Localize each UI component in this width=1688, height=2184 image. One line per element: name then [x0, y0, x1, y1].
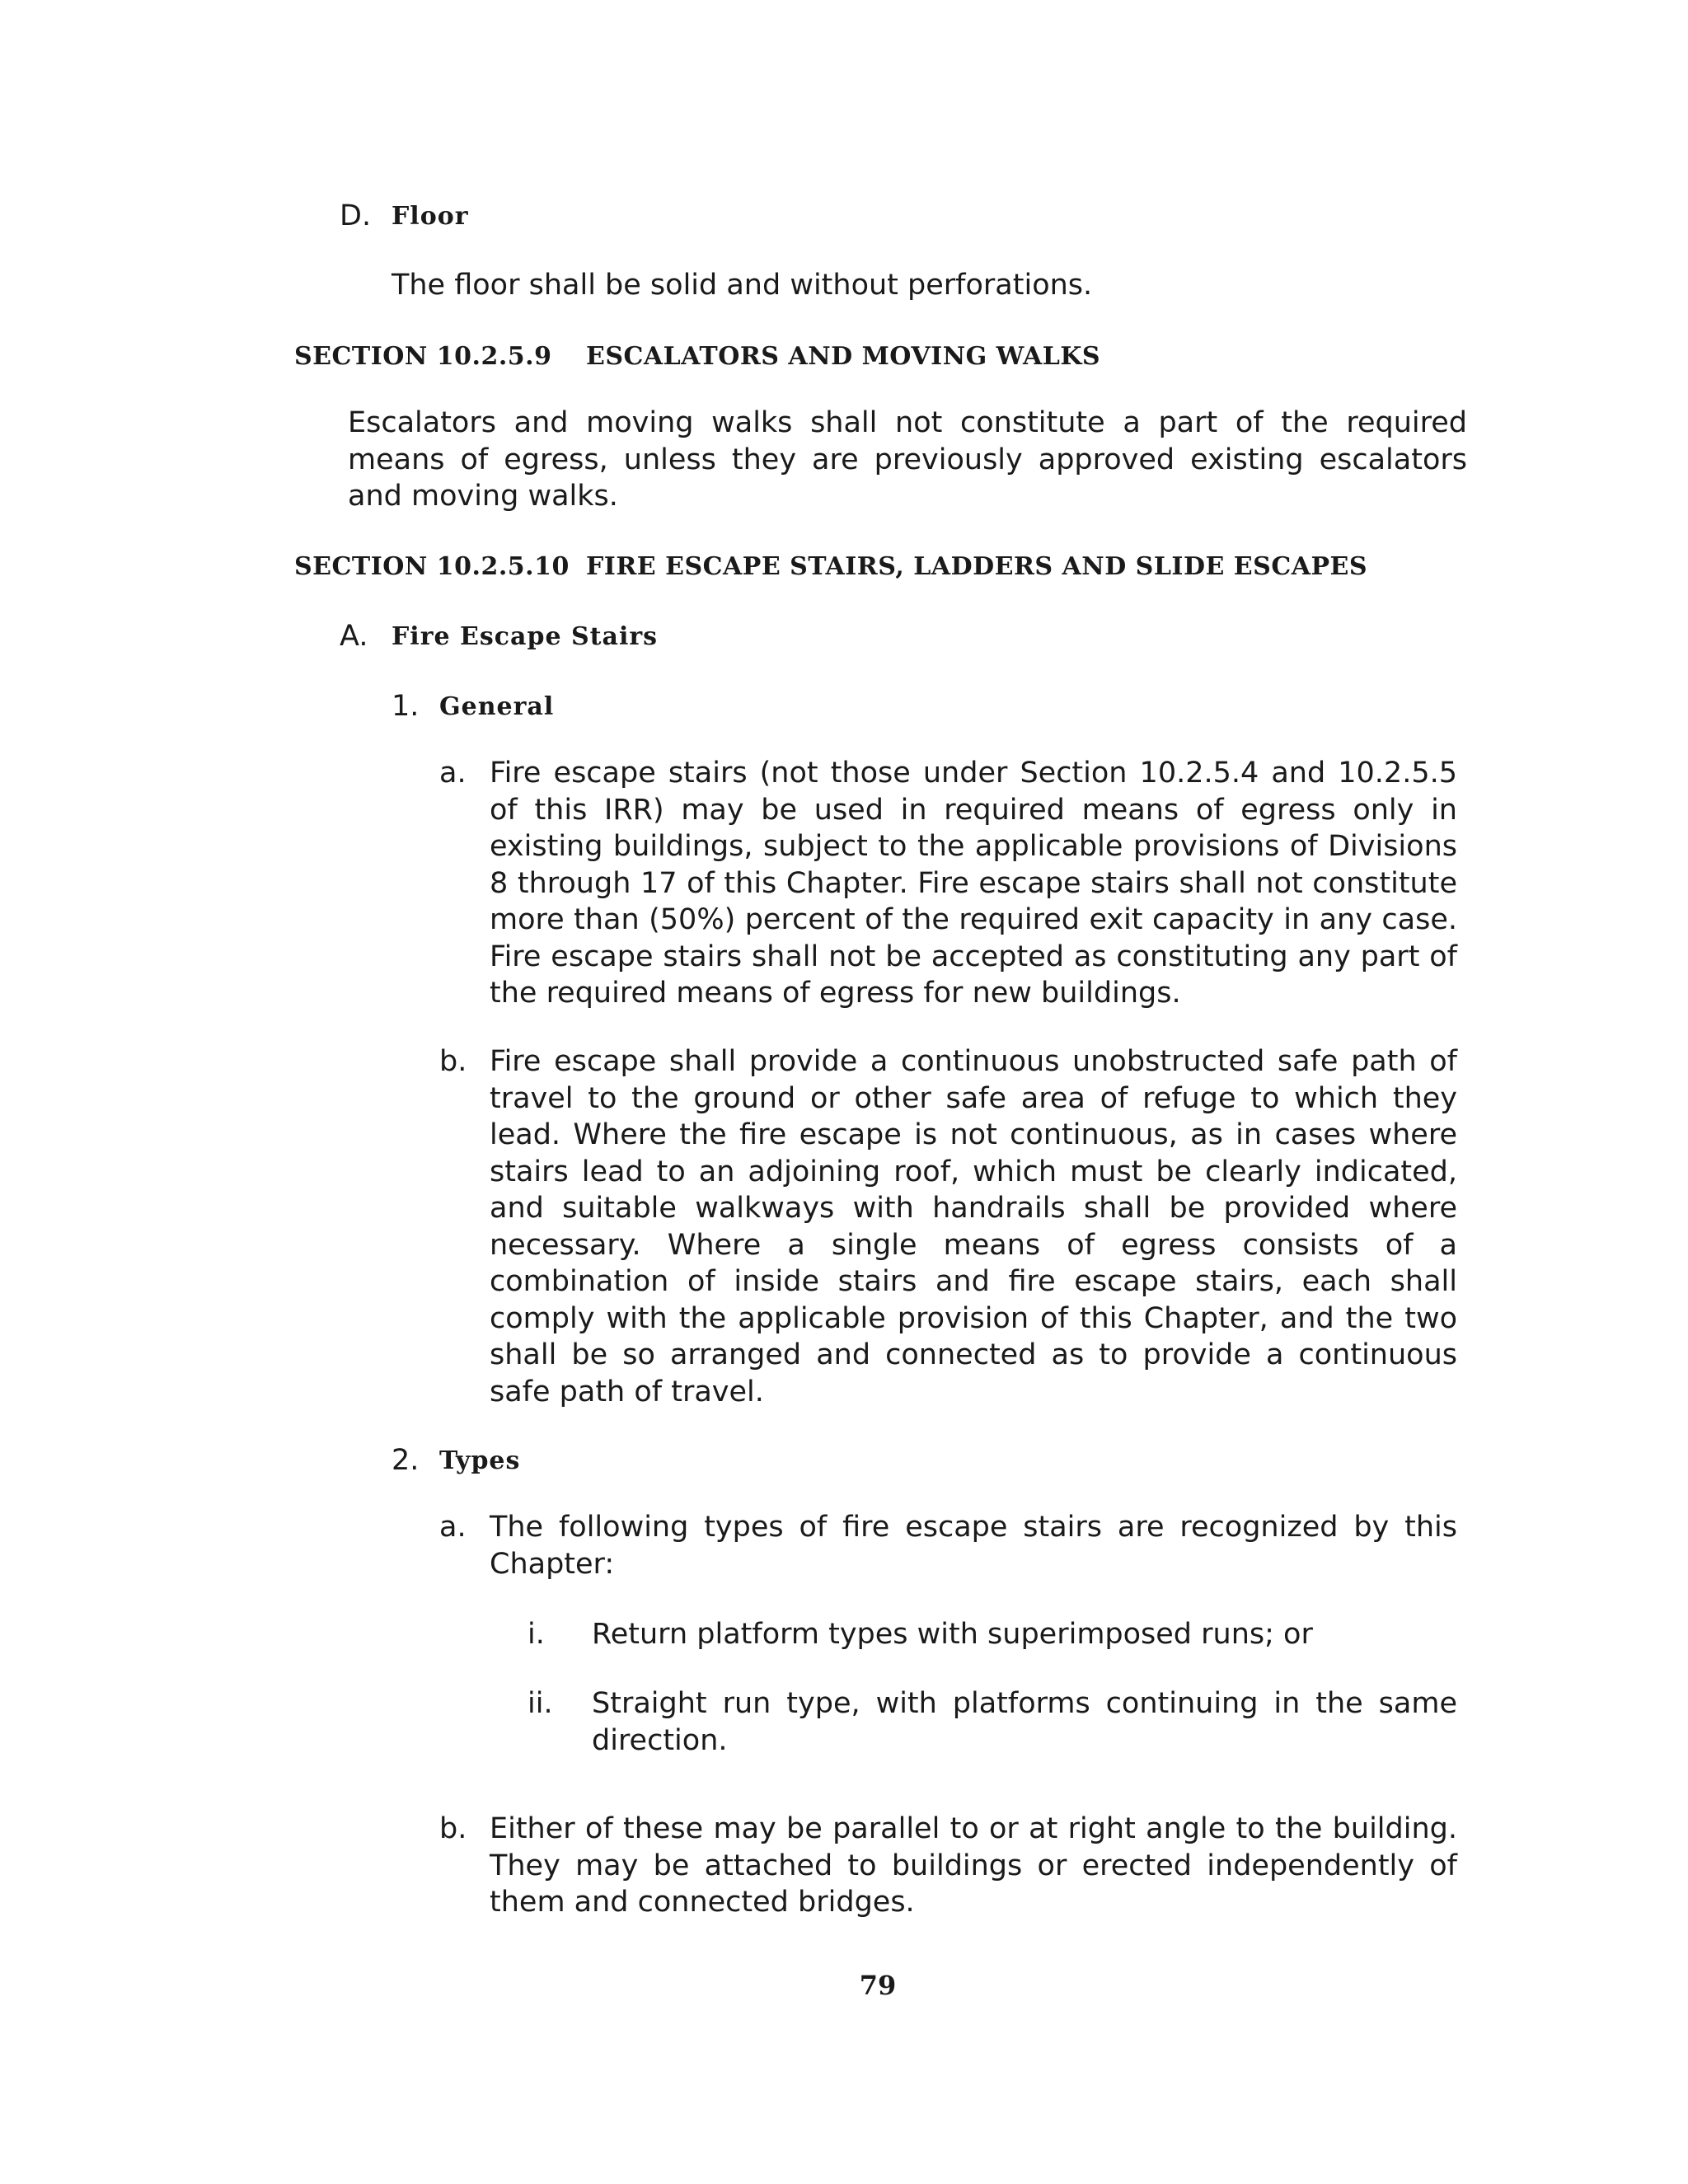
- general-item-b-text: Fire escape shall provide a continuous unobstructed safe path of travel to the ground or other safe area of refuge to which they lead. Where the fire escape is not continuous, as in cases where stairs lead to an adjoining roof, which must be clearly indicated, and suitable walkways with handrails shall be provided where necessary. Where a single means of egress consists of a combination of inside stairs and fire escape stairs, each shall comply with the applicable provision of this Chapter, and the two shall be so arranged and connected as to provide a continuous safe path of travel.: [490, 1045, 1457, 1408]
- general-heading: General: [439, 692, 555, 721]
- types-item-b-text: Either of these may be parallel to or at right angle to the building. They may be attached to buildings or erected independently of them and connected bridges.: [490, 1812, 1457, 1919]
- types-marker: 2.: [392, 1444, 420, 1477]
- page-number: 79: [859, 1970, 897, 2001]
- types-item-a-text: The following types of fire escape stairs are recognized by this Chapter:: [490, 1511, 1457, 1581]
- types-item-b-marker: b.: [439, 1812, 467, 1845]
- section-fire-escape-number: SECTION 10.2.5.10: [294, 552, 570, 581]
- section-escalators-number: SECTION 10.2.5.9: [294, 342, 552, 371]
- types-item-a-marker: a.: [439, 1511, 467, 1544]
- general-item-a-text: Fire escape stairs (not those under Section 10.2.5.4 and 10.2.5.5 of this IRR) may be used in required means of egress only in existing buildings, subject to the applicable provisions of Divisions 8 through 17 of this Chapter. Fire escape stairs shall not constitute more than (50%) percent of the required exit capacity in any case. Fire escape stairs shall not be accepted as constituting any part of the required means of egress for new buildings.: [490, 757, 1457, 1010]
- types-item-i-marker: i.: [528, 1618, 545, 1651]
- general-item-b-marker: b.: [439, 1045, 467, 1078]
- types-item-ii-marker: ii.: [528, 1687, 553, 1720]
- types-item-ii-text: Straight run type, with platforms continuing in the same direction.: [592, 1687, 1457, 1757]
- floor-paragraph: The floor shall be solid and without perforations.: [392, 269, 1093, 302]
- fire-escape-stairs-marker: A.: [340, 620, 368, 653]
- general-marker: 1.: [392, 690, 420, 723]
- escalators-paragraph: Escalators and moving walks shall not constitute a part of the required means of egress, unless they are previously approved existing escalators and moving walks.: [348, 406, 1467, 513]
- fire-escape-stairs-heading: Fire Escape Stairs: [392, 622, 659, 651]
- types-item-i-text: Return platform types with superimposed runs; or: [592, 1618, 1313, 1651]
- types-heading: Types: [439, 1446, 521, 1475]
- general-item-a-marker: a.: [439, 757, 467, 790]
- floor-marker: D.: [340, 199, 372, 232]
- section-fire-escape-title: FIRE ESCAPE STAIRS, LADDERS AND SLIDE ESCAPES: [586, 552, 1368, 581]
- floor-heading: Floor: [392, 202, 469, 231]
- section-escalators-title: ESCALATORS AND MOVING WALKS: [586, 342, 1101, 371]
